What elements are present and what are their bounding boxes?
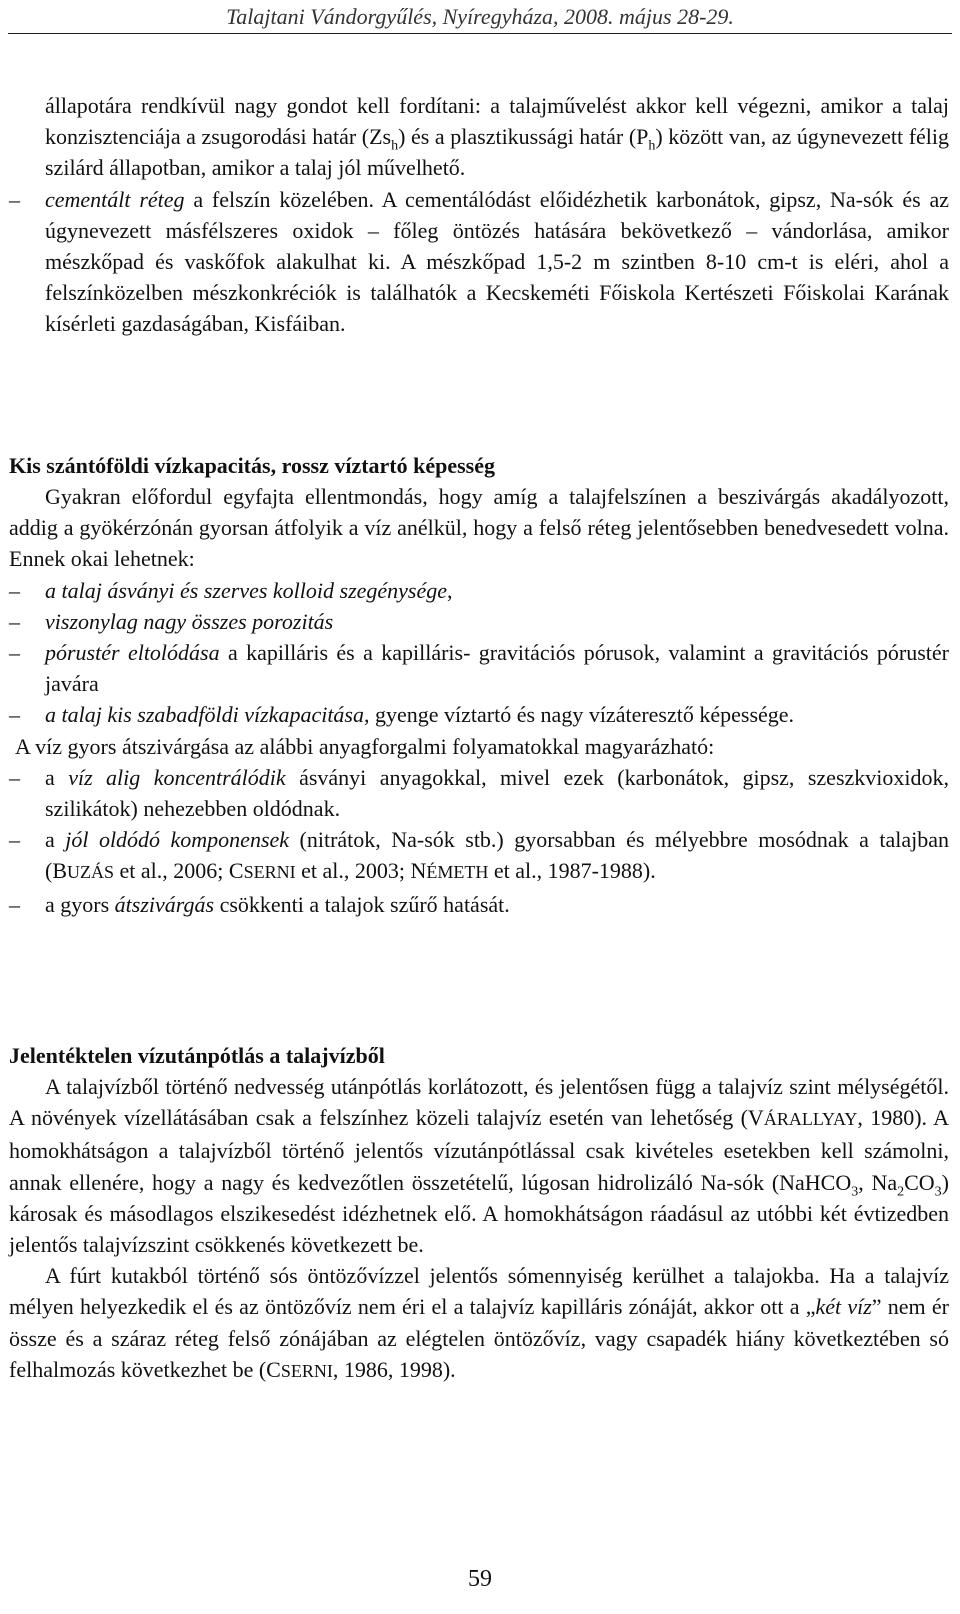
section-kis-vizkapacitas: [9, 450, 949, 920]
page-number: 59: [468, 1566, 492, 1592]
body-paragraph: A fúrt kutakból történő sós öntözővízzel jelentős sómennyiség kerülhet a talajokba. Ha a talajvíz mélyen helyezkedik el és az öntözővíz nem éri el a talajvíz kapilláris zónáját, akkor ott a „két víz” nem ér össze és a száraz réteg felső zónájában az elégtelen öntözővíz, vagy csapadék hiány következtében só felhalmozás következhet be (CSERNI, 1986, 1998).: [9, 1263, 949, 1382]
list-item: – viszonylag nagy összes porozitás: [9, 608, 334, 634]
section-heading-vizutanpotlas: Jelentéktelen vízutánpótlás a talajvízből: [9, 1043, 385, 1068]
section-continuation: [9, 90, 949, 340]
list-item: – a víz alig koncentrálódik ásványi anyagokkal, mivel ezek (karbonátok, gipsz, szeszkvioxidok, szilikátok) nehezebben oldódnak.: [9, 764, 949, 822]
list-item: – a gyors átszivárgás csökkenti a talajok szűrő hatását.: [9, 891, 510, 917]
list-item-cementalt-reteg: – cementált réteg a felszín közelében. A cementálódást előidézhetik karbonátok, gipsz, Na-sók és az úgynevezett másfélszeres oxidok – főleg öntözés hatására bekövetkező – vándorlása, amikor mészkőpad és vaskőfok alakulhat ki. A mészkőpad 1,5-2 m szintben 8-10 cm-t is eléri, ahol a felszínközelben mészkonkréciók is találhatók a Kecskeméti Főiskola Kertészeti Főiskolai Karának kísérleti gazdaságában, Kisfáiban.: [9, 186, 949, 337]
intro-paragraph: Gyakran előfordul egyfajta ellentmondás, hogy amíg a talajfelszínen a beszivárgás akadályozott, addig a gyökérzónán gyorsan átfolyik a víz anélkül, hogy a felső réteg jelentősebben benedvesedett volna. Ennek okai lehetnek:: [9, 484, 949, 572]
list-item: – a talaj ásványi és szerves kolloid szegénysége,: [9, 577, 453, 603]
section-vizutanpotlas: [9, 1040, 949, 1387]
body-paragraph: A talajvízből történő nedvesség utánpótlás korlátozott, és jelentősen függ a talajvíz szint mélységétől. A növények vízellátásában csak a felszínhez közeli talajvíz esetén van lehetőség (VÁRALLYAY, 1980). A homokhátságon a talajvízből történő jelentős vízutánpótlással csak kivételes esetekben kell számolni, annak ellenére, hogy a nagy és kedvezőtlen összetételű, lúgosan hidrolizáló Na-sók (NaHCO$_3$, $Na_2CO_3$) károsak és másodlagos elszikesedést idézhetnek elő. A homokhátságon ráadásul az utóbbi két évtizedben jelentős talajvízszint csökkenés következett be.: [9, 1074, 950, 1258]
running-header: Talajtani Vándorgyűlés, Nyíregyháza, 2008. május 28-29.: [226, 4, 734, 29]
continuation-paragraph: állapotára rendkívül nagy gondot kell fordítani: a talajművelést akkor kell végezni, amikor a talaj konzisztenciája a zsugorodási határ $(Zs_h)$ és a plasztikussági határ $(P_h)$ között van, az úgynevezett félig szilárd állapotban, amikor a talaj jól művelhető.: [45, 93, 950, 181]
header-rule: [8, 33, 952, 34]
list-item: – a jól oldódó komponensek (nitrátok, Na-sók stb.) gyorsabban és mélyebbre mosódnak a talajban (BUZÁS et al., 2006; CSERNI et al., 2003; NÉMETH et al., 1987-1988).: [9, 827, 950, 884]
mid-paragraph: A víz gyors átszivárgása az alábbi anyagforgalmi folyamatokkal magyarázható:: [15, 733, 715, 759]
list-item: – pórustér eltolódása a kapilláris és a kapilláris- gravitációs pórusok, valamint a gravitációs pórustér javára: [9, 640, 949, 697]
section-heading-vizkapacitas: Kis szántóföldi vízkapacitás, rossz víztartó képesség: [9, 453, 496, 478]
list-item: – a talaj kis szabadföldi vízkapacitása, gyenge víztartó és nagy vízáteresztő képessége.: [9, 702, 795, 728]
